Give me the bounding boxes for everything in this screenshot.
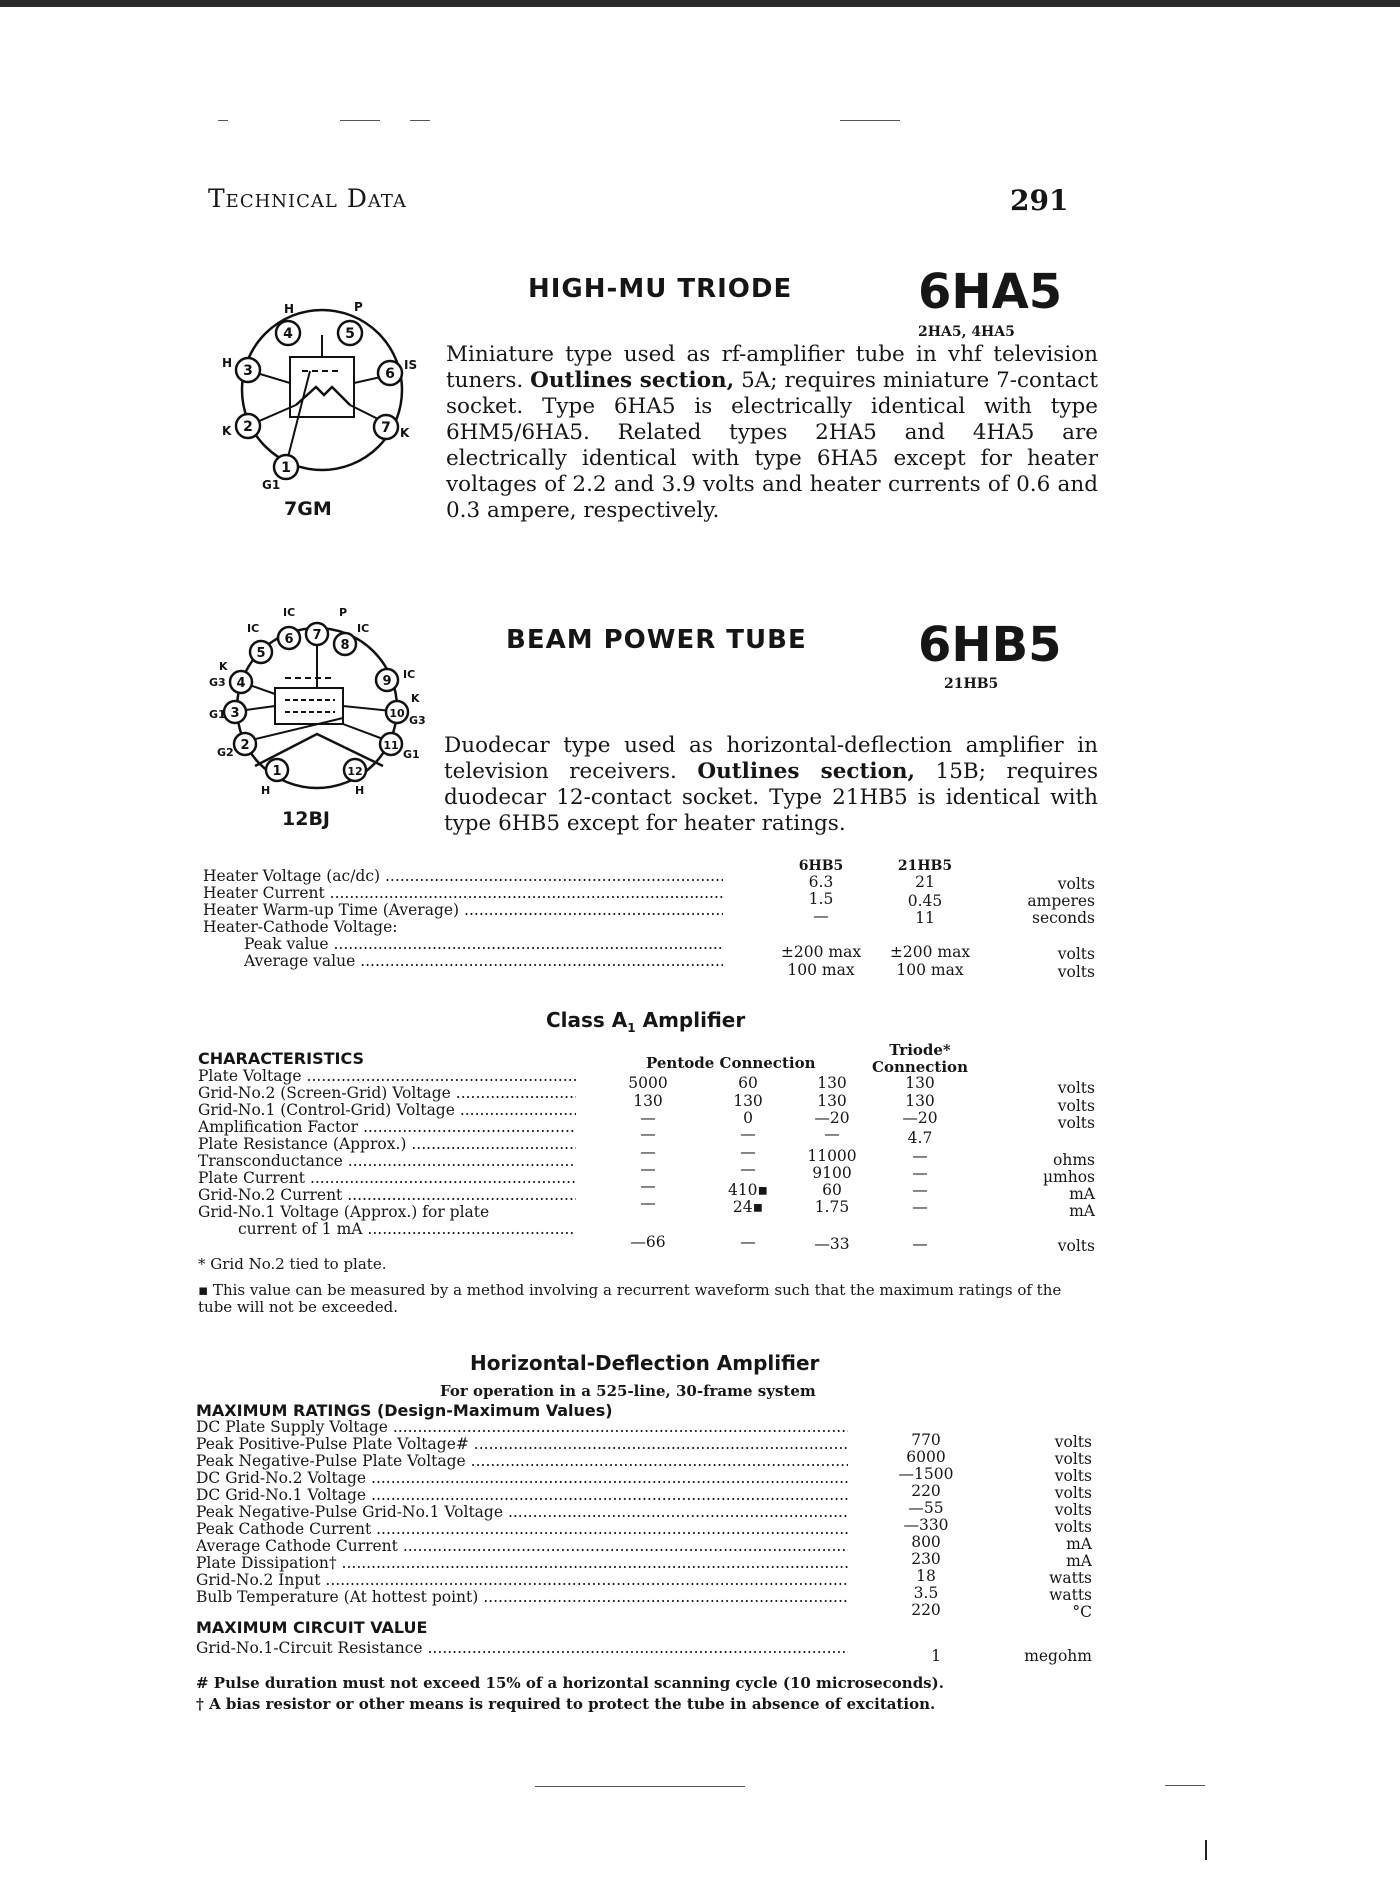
- pin-label: K: [219, 660, 228, 673]
- pin-label: IC: [283, 608, 296, 619]
- pin-number: 3: [230, 706, 240, 721]
- pin-label-is: IS: [404, 358, 418, 372]
- cell: —: [824, 1125, 840, 1143]
- row-label: Grid-No.1-Circuit Resistance .....: [196, 1640, 848, 1657]
- tube-description: [446, 342, 1098, 524]
- pin-number: 4: [236, 676, 246, 691]
- characteristics-heading: CHARACTERISTICS: [198, 1049, 365, 1068]
- row-label: Peak Negative-Pulse Plate Voltage .....: [196, 1453, 848, 1470]
- row-label: Grid-No.2 (Screen-Grid) Voltage .....: [198, 1085, 576, 1102]
- cell: —33: [814, 1235, 850, 1253]
- value: 18: [916, 1567, 936, 1585]
- cell: —: [912, 1164, 928, 1182]
- pin-label-k: K: [400, 426, 410, 440]
- cell: 410▪: [727, 1181, 769, 1199]
- pin-number: 2: [240, 738, 250, 753]
- cell: —: [912, 1235, 928, 1253]
- row-label: current of 1 mA .....: [238, 1221, 576, 1238]
- column-header-6hb5: 6HB5: [798, 858, 844, 874]
- pin-number: 5: [256, 646, 266, 661]
- unit: volts: [1057, 1079, 1095, 1097]
- value: 800: [911, 1533, 941, 1551]
- max-ratings-label: MAXIMUM RATINGS: [196, 1401, 372, 1420]
- scan-speck: [410, 120, 430, 121]
- tube-description: [444, 733, 1098, 837]
- footnote: ▪ This value can be measured by a method involving a recurrent waveform such that the maximum ratings of the tube will not be exceeded.: [198, 1281, 1062, 1316]
- row-label: Bulb Temperature (At hottest point) .....: [196, 1589, 848, 1606]
- cell: 130: [733, 1092, 763, 1110]
- pin-label: K: [411, 692, 420, 705]
- row-label: Plate Resistance (Approx.) .....: [198, 1136, 576, 1153]
- max-ratings-sub: (Design-Maximum Values): [376, 1401, 613, 1420]
- pentode-connection-header: Pentode Connection: [646, 1054, 816, 1072]
- pin-label-h: H: [222, 356, 233, 370]
- value-21hb5: 21: [915, 873, 935, 891]
- column-header-21hb5: 21HB5: [897, 858, 953, 874]
- pin-label: G3: [409, 714, 425, 727]
- scan-mark: [1205, 1840, 1207, 1860]
- row-label: DC Grid-No.1 Voltage .....: [196, 1487, 848, 1504]
- pin-label: G1: [403, 748, 420, 761]
- pin-label-p: P: [354, 300, 363, 314]
- basing-diagram-12bj-svg: [205, 608, 425, 818]
- scan-speck: [218, 120, 228, 121]
- cell: 130: [905, 1074, 935, 1092]
- basing-diagram-7gm-svg: [210, 295, 420, 515]
- cell: —: [912, 1147, 928, 1165]
- pin-number: 12: [347, 765, 363, 778]
- running-header: Technical Data: [208, 184, 407, 213]
- pin-label: IC: [357, 622, 370, 635]
- cell: 130: [817, 1074, 847, 1092]
- row-label: Grid-No.1 (Control-Grid) Voltage .....: [198, 1102, 576, 1119]
- row-label: Heater-Cathode Voltage:: [203, 919, 398, 936]
- pin-label: G3: [209, 676, 226, 689]
- basing-label: 12BJ: [282, 808, 330, 830]
- cell: 130: [633, 1092, 663, 1110]
- unit: °C: [1072, 1603, 1092, 1621]
- pin-7-number: 7: [381, 420, 391, 436]
- section-subtitle: For operation in a 525-line, 30-frame system: [440, 1382, 816, 1400]
- footnote: # Pulse duration must not exceed 15% of a horizontal scanning cycle (10 microseconds).: [196, 1674, 944, 1692]
- value: 6000: [906, 1448, 946, 1466]
- value-21hb5: 11: [915, 909, 935, 927]
- unit: amperes: [1027, 892, 1095, 910]
- section-title-text: Amplifier: [635, 1008, 746, 1032]
- pin-label-h: H: [284, 302, 295, 316]
- cell: —66: [630, 1233, 666, 1251]
- pin-3-number: 3: [243, 363, 253, 379]
- page-top-border: [0, 0, 1400, 7]
- unit: mA: [1066, 1535, 1092, 1553]
- value: 220: [911, 1482, 941, 1500]
- unit: µmhos: [1042, 1168, 1095, 1186]
- pin-5-number: 5: [345, 326, 355, 342]
- value-6hb5: ±200 max: [780, 943, 862, 961]
- cell: 4.7: [907, 1129, 933, 1147]
- footnote: † A bias resistor or other means is required to protect the tube in absence of excitation.: [196, 1695, 936, 1713]
- value: 3.5: [913, 1584, 939, 1602]
- row-label: Grid-No.2 Input .....: [196, 1572, 848, 1589]
- cell: —20: [902, 1109, 938, 1127]
- cell: 60: [822, 1181, 842, 1199]
- pin-label: H: [355, 784, 365, 797]
- pin-label: G2: [217, 746, 234, 759]
- value: 1: [931, 1647, 941, 1665]
- cell: —20: [814, 1109, 850, 1127]
- basing-diagram-12bj: [205, 608, 425, 822]
- unit: volts: [1057, 875, 1095, 893]
- pin-label: G1: [209, 708, 226, 721]
- row-label: Grid-No.2 Current .....: [198, 1187, 576, 1204]
- pin-label: P: [339, 608, 348, 619]
- value-6hb5: 6.3: [808, 873, 834, 891]
- footnote: * Grid No.2 tied to plate.: [198, 1255, 387, 1273]
- row-label: Plate Current .....: [198, 1170, 576, 1187]
- value: —330: [903, 1516, 949, 1534]
- value-6hb5: —: [813, 907, 829, 925]
- cell: 0: [743, 1109, 753, 1127]
- description-text: 5A; requires miniature 7-contact socket. Type 6HA5 is electrically identical with type 6HM5/6HA5. Related types 2HA5 and 4HA5 are electrically identical with type 6HA5 except for heater voltages of 2.2 and 3.9 volts and heater currents of 0.6 and 0.3 ampere, respectively.: [446, 368, 1098, 523]
- tube-number: 6HB5: [918, 617, 1062, 673]
- unit: mA: [1069, 1185, 1095, 1203]
- unit: ohms: [1053, 1151, 1095, 1169]
- unit: volts: [1054, 1518, 1092, 1536]
- section-title-hda: Horizontal-Deflection Amplifier: [470, 1351, 820, 1375]
- unit: mA: [1069, 1202, 1095, 1220]
- cell: —: [740, 1233, 756, 1251]
- row-label: Peak value .....: [244, 936, 723, 953]
- alternate-types: 2HA5, 4HA5: [918, 324, 1015, 340]
- row-label: Heater Voltage (ac/dc) .....: [203, 868, 723, 885]
- unit: volts: [1054, 1450, 1092, 1468]
- section-title-text: Class A: [546, 1008, 628, 1032]
- cell: 1.75: [814, 1198, 850, 1216]
- pin-6-number: 6: [385, 366, 395, 382]
- pin-label: IC: [403, 668, 416, 681]
- scan-speck: [535, 1786, 745, 1787]
- row-label: DC Grid-No.2 Voltage .....: [196, 1470, 848, 1487]
- pin-1-number: 1: [281, 460, 291, 476]
- cell: 5000: [628, 1074, 668, 1092]
- cell: 130: [817, 1092, 847, 1110]
- tube-number: 6HA5: [918, 264, 1063, 320]
- page-number: 291: [1010, 184, 1069, 217]
- pin-label: IC: [247, 622, 260, 635]
- cell: —: [740, 1143, 756, 1161]
- value-21hb5: 0.45: [907, 892, 943, 910]
- cell: —: [740, 1160, 756, 1178]
- row-label: Grid-No.1 Voltage (Approx.) for plate: [198, 1204, 490, 1221]
- row-label: Average value .....: [244, 953, 723, 970]
- unit: volts: [1057, 1114, 1095, 1132]
- unit: watts: [1049, 1586, 1092, 1604]
- unit: seconds: [1032, 909, 1095, 927]
- unit: volts: [1057, 963, 1095, 981]
- cell: —: [740, 1125, 756, 1143]
- max-circuit-value-heading: MAXIMUM CIRCUIT VALUE: [196, 1618, 428, 1637]
- row-label: Plate Voltage .....: [198, 1068, 576, 1085]
- description-bold: Outlines section,: [697, 759, 916, 784]
- row-label: Amplification Factor .....: [198, 1119, 576, 1136]
- pin-2-number: 2: [243, 419, 253, 435]
- unit: volts: [1054, 1433, 1092, 1451]
- pin-4-number: 4: [283, 326, 293, 342]
- value: 220: [911, 1601, 941, 1619]
- row-label: Peak Negative-Pulse Grid-No.1 Voltage .....: [196, 1504, 848, 1521]
- basing-label: 7GM: [284, 498, 332, 520]
- row-label: Average Cathode Current .....: [196, 1538, 848, 1555]
- unit: volts: [1054, 1501, 1092, 1519]
- cell: —: [640, 1160, 656, 1178]
- value: 770: [911, 1431, 941, 1449]
- description-bold: Outlines section,: [530, 368, 735, 393]
- cell: —: [912, 1181, 928, 1199]
- value-6hb5: 100 max: [787, 961, 855, 979]
- pin-label-k: K: [222, 424, 232, 438]
- pin-label-g1: G1: [262, 478, 281, 492]
- max-ratings-heading: [196, 1401, 613, 1420]
- scan-speck: [340, 120, 380, 121]
- row-label: Plate Dissipation† .....: [196, 1555, 848, 1572]
- cell: 11000: [807, 1147, 857, 1165]
- section-title-subscript: 1: [627, 1021, 636, 1035]
- row-label: DC Plate Supply Voltage .....: [196, 1419, 848, 1436]
- unit: volts: [1057, 1237, 1095, 1255]
- cell: —: [640, 1194, 656, 1212]
- description-text: Duodecar type used as horizontal-deflection amplifier in television receivers.: [444, 733, 1098, 784]
- scan-speck: [1165, 1785, 1205, 1786]
- pin-label: H: [261, 784, 271, 797]
- cell: —: [912, 1198, 928, 1216]
- unit: volts: [1054, 1467, 1092, 1485]
- pin-number: 10: [389, 707, 405, 720]
- triode-connection-header: Triode*: [889, 1041, 951, 1059]
- value: 230: [911, 1550, 941, 1568]
- cell: 9100: [812, 1164, 852, 1182]
- value-21hb5: ±200 max: [889, 943, 971, 961]
- tube-type-title: HIGH-MU TRIODE: [528, 274, 793, 304]
- row-label: Heater Warm-up Time (Average) .....: [203, 902, 723, 919]
- row-label: Heater Current .....: [203, 885, 723, 902]
- cell: —: [640, 1109, 656, 1127]
- description-text: Miniature type used as rf-amplifier tube in vhf television tuners.: [446, 342, 1098, 393]
- pin-number: 8: [340, 638, 350, 653]
- scan-speck: [840, 120, 900, 121]
- unit: volts: [1057, 1097, 1095, 1115]
- description-text: 15B; requires duodecar 12-contact socket. Type 21HB5 is identical with type 6HB5 except for heater ratings.: [444, 759, 1098, 836]
- value-6hb5: 1.5: [808, 890, 834, 908]
- value-21hb5: 100 max: [896, 961, 964, 979]
- unit: mA: [1066, 1552, 1092, 1570]
- row-label: Peak Cathode Current .....: [196, 1521, 848, 1538]
- cell: —: [640, 1177, 656, 1195]
- alternate-types: 21HB5: [944, 676, 999, 692]
- unit: volts: [1057, 945, 1095, 963]
- unit: megohm: [1024, 1647, 1092, 1665]
- cell: —: [640, 1143, 656, 1161]
- pin-number: 7: [312, 628, 322, 643]
- row-label: Peak Positive-Pulse Plate Voltage# .....: [196, 1436, 848, 1453]
- basing-diagram-7gm: [210, 295, 420, 519]
- cell: 130: [905, 1092, 935, 1110]
- row-label: Transconductance .....: [198, 1153, 576, 1170]
- cell: 24▪: [732, 1198, 764, 1216]
- value: —1500: [898, 1465, 954, 1483]
- unit: volts: [1054, 1484, 1092, 1502]
- section-title-class-a1: [546, 1008, 745, 1035]
- pin-number: 9: [382, 674, 392, 689]
- unit: watts: [1049, 1569, 1092, 1587]
- pin-number: 6: [284, 632, 294, 647]
- triode-connection-header: Connection: [872, 1058, 968, 1076]
- pin-number: 1: [272, 764, 282, 779]
- tube-type-title: BEAM POWER TUBE: [506, 625, 807, 655]
- cell: —: [640, 1125, 656, 1143]
- cell: 60: [738, 1074, 758, 1092]
- pin-number: 11: [383, 739, 399, 752]
- value: —55: [908, 1499, 944, 1517]
